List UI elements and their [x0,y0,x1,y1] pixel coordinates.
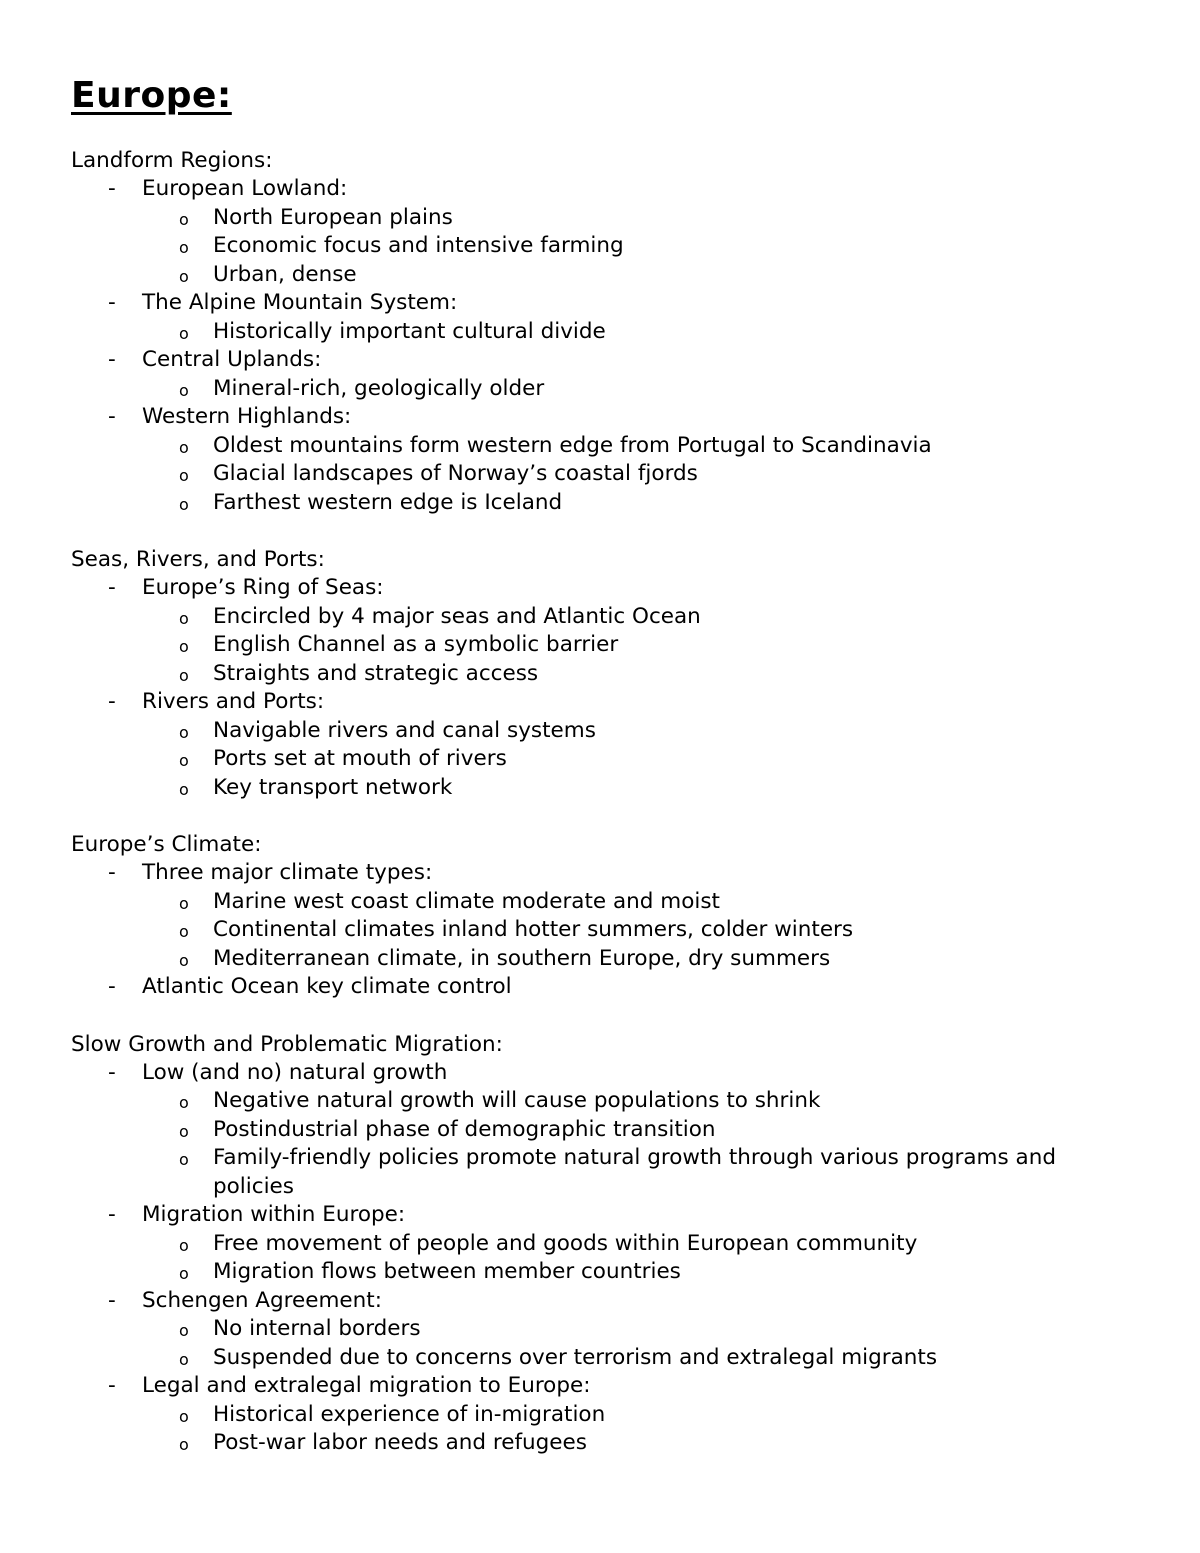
sub-list-item [142,1087,1141,1116]
section [71,545,1141,802]
list-item-text: Central Uplands: [142,347,322,372]
sub-list-item [142,1258,1141,1287]
sub-list-item [142,318,1141,347]
list-item-text: Rivers and Ports: [142,689,325,714]
circle-bullet-icon: o [179,893,189,913]
sub-list-item [142,945,1141,974]
bullet-list [71,175,1141,517]
sub-bullet-list [142,1315,1141,1372]
list-item [71,688,1141,802]
sub-list-item-text: Historically important cultural divide [213,318,606,344]
circle-bullet-icon: o [179,1321,189,1340]
bullet-list [71,574,1141,802]
circle-bullet-icon: o [179,380,189,400]
sub-list-item [142,1116,1141,1145]
bullet-list [71,859,1141,1002]
sub-list-item-text: Ports set at mouth of rivers [213,746,507,771]
sub-bullet-list [142,1401,1141,1458]
list-item-text: Europe’s Ring of Seas: [142,575,384,600]
list-item-text: Western Highlands: [142,404,352,429]
circle-bullet-icon: o [179,323,189,343]
sub-list-item-text: Continental climates inland hotter summers, colder winters [213,917,854,942]
sub-list-item [142,631,1141,660]
dash-bullet-icon: - [108,1059,116,1085]
list-item [71,289,1141,346]
sub-list-item [142,204,1141,233]
sub-bullet-list [142,318,1141,347]
section-heading: Seas, Rivers, and Ports: [71,547,325,572]
sub-bullet-list [142,603,1141,689]
circle-bullet-icon: o [179,608,189,628]
circle-bullet-icon: o [179,266,189,286]
circle-bullet-icon: o [179,494,189,514]
sub-list-item [142,261,1141,290]
list-item-text: Atlantic Ocean key climate control [142,974,512,999]
sub-list-item-text: Oldest mountains form western edge from Portugal to Scandinavia [213,432,932,458]
sub-list-item-text: Farthest western edge is Iceland [213,489,563,515]
list-item-text: The Alpine Mountain System: [142,290,458,315]
circle-bullet-icon: o [179,922,189,941]
sub-bullet-list [142,888,1141,974]
section [71,146,1141,517]
list-item [71,1287,1141,1373]
list-item [71,973,1141,1002]
sub-list-item-text: Free movement of people and goods within European community [213,1230,918,1256]
circle-bullet-icon: o [179,1264,189,1283]
sub-list-item-text: Economic focus and intensive farming [213,233,624,258]
list-item [71,1059,1141,1202]
sub-bullet-list [142,1230,1141,1287]
circle-bullet-icon: o [179,950,189,970]
dash-bullet-icon: - [108,290,116,315]
sub-bullet-list [142,204,1141,290]
sub-list-item [142,1230,1141,1259]
sub-list-item [142,1429,1141,1458]
sub-list-item [142,916,1141,945]
sub-list-item-text: Postindustrial phase of demographic transition [213,1116,716,1142]
sections-container [71,146,1141,1458]
sub-list-item-text: Historical experience of in-migration [213,1401,606,1427]
dash-bullet-icon: - [108,176,116,201]
sub-list-item [142,489,1141,518]
section [71,830,1141,1002]
sub-list-item-text: Straights and strategic access [213,660,539,686]
list-item-text: Schengen Agreement: [142,1287,382,1313]
list-item-text: European Lowland: [142,176,348,201]
sub-bullet-list [142,432,1141,518]
circle-bullet-icon: o [179,209,189,229]
sub-list-item [142,232,1141,261]
dash-bullet-icon: - [108,1287,116,1313]
circle-bullet-icon: o [179,1235,189,1255]
sub-bullet-list [142,1087,1141,1201]
sub-list-item-text: Navigable rivers and canal systems [213,717,596,743]
sub-list-item-text: No internal borders [213,1316,421,1341]
sub-list-item [142,1315,1141,1344]
section [71,1030,1141,1458]
sub-list-item-text: Urban, dense [213,261,357,287]
dash-bullet-icon: - [108,689,116,714]
list-item [71,175,1141,289]
dash-bullet-icon: - [108,1373,116,1398]
sub-list-item [142,603,1141,632]
sub-list-item-text: Key transport network [213,774,453,800]
sub-list-item-text: Mineral-rich, geologically older [213,375,545,401]
dash-bullet-icon: - [108,347,116,372]
sub-bullet-list [142,717,1141,803]
circle-bullet-icon: o [179,751,189,770]
section-heading: Europe’s Climate: [71,832,262,857]
list-item [71,1201,1141,1287]
sub-list-item-text: Migration flows between member countries [213,1259,681,1284]
sub-list-item [142,1401,1141,1430]
sub-list-item-text: Marine west coast climate moderate and moist [213,888,720,914]
sub-list-item [142,717,1141,746]
sub-list-item-text: North European plains [213,204,453,230]
circle-bullet-icon: o [179,1435,189,1454]
sub-list-item [142,432,1141,461]
section-heading: Landform Regions: [71,148,273,173]
sub-bullet-list [142,375,1141,404]
list-item [71,574,1141,688]
circle-bullet-icon: o [179,1406,189,1426]
list-item [71,346,1141,403]
list-item [71,1372,1141,1458]
circle-bullet-icon: o [179,637,189,656]
sub-list-item-text: Family-friendly policies promote natural growth through various programs and policies [213,1145,1056,1199]
section-heading: Slow Growth and Problematic Migration: [71,1031,503,1057]
sub-list-item-text: Negative natural growth will cause populations to shrink [213,1088,821,1113]
circle-bullet-icon: o [179,1121,189,1141]
sub-list-item-text: Encircled by 4 major seas and Atlantic Ocean [213,603,701,629]
bullet-list [71,1059,1141,1458]
sub-list-item-text: Suspended due to concerns over terrorism and extralegal migrants [213,1344,938,1370]
sub-list-item-text: Glacial landscapes of Norway’s coastal fjords [213,461,698,486]
list-item-text: Legal and extralegal migration to Europe: [142,1373,591,1398]
circle-bullet-icon: o [179,1150,189,1169]
list-item [71,403,1141,517]
circle-bullet-icon: o [179,665,189,685]
page-title: Europe: [71,75,232,116]
list-item-text: Low (and no) natural growth [142,1059,448,1085]
circle-bullet-icon: o [179,437,189,457]
sub-list-item [142,774,1141,803]
circle-bullet-icon: o [179,238,189,257]
dash-bullet-icon: - [108,860,116,885]
list-item [71,859,1141,973]
list-item-text: Migration within Europe: [142,1202,406,1227]
sub-list-item-text: Mediterranean climate, in southern Europe, dry summers [213,945,831,971]
sub-list-item [142,888,1141,917]
sub-list-item-text: Post-war labor needs and refugees [213,1430,587,1455]
dash-bullet-icon: - [108,575,116,600]
sub-list-item [142,660,1141,689]
sub-list-item [142,745,1141,774]
dash-bullet-icon: - [108,974,116,999]
dash-bullet-icon: - [108,404,116,429]
sub-list-item [142,1344,1141,1373]
sub-list-item-text: English Channel as a symbolic barrier [213,632,619,657]
document-page [71,68,1141,1486]
circle-bullet-icon: o [179,1349,189,1369]
circle-bullet-icon: o [179,779,189,799]
circle-bullet-icon: o [179,1093,189,1112]
dash-bullet-icon: - [108,1202,116,1227]
sub-list-item [142,460,1141,489]
circle-bullet-icon: o [179,466,189,485]
sub-list-item [142,375,1141,404]
sub-list-item [142,1144,1141,1201]
circle-bullet-icon: o [179,722,189,742]
list-item-text: Three major climate types: [142,860,433,885]
